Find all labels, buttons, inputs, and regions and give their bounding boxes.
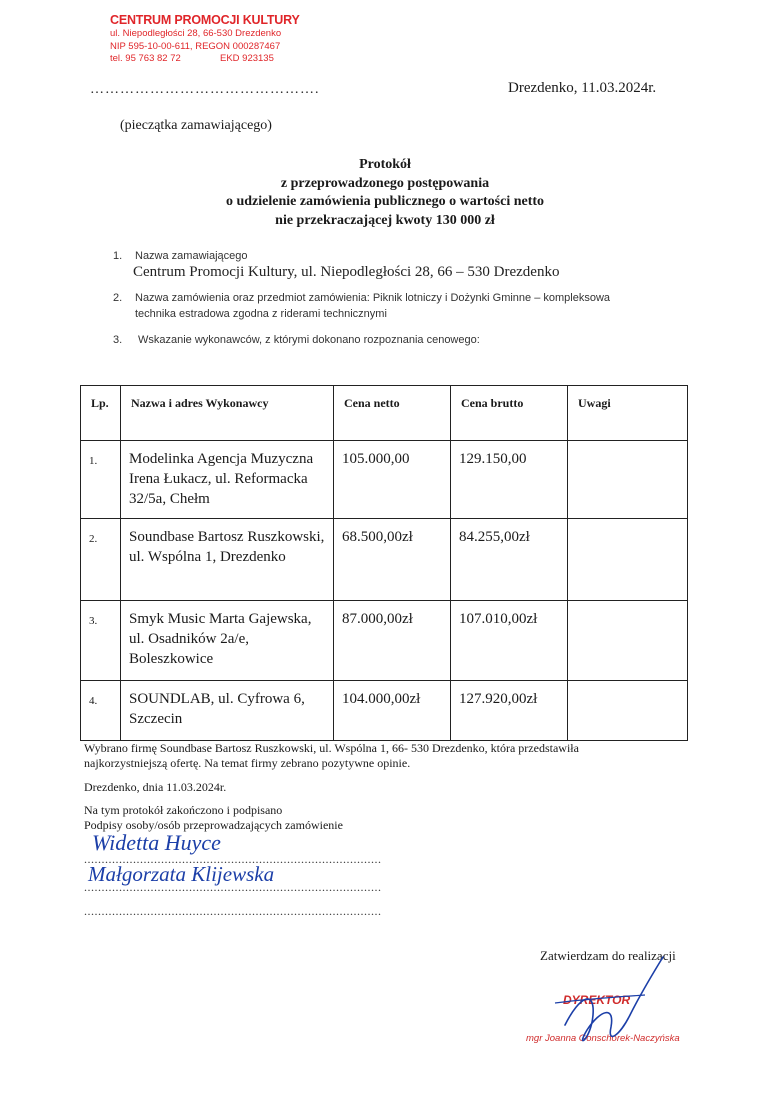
header-lp: Lp. [81, 386, 121, 441]
row-contractor: SOUNDLAB, ul. Cyfrowa 6, Szczecin [121, 681, 334, 741]
header-net-price: Cena netto [334, 386, 451, 441]
selection-text-line-1: Wybrano firmę Soundbase Bartosz Ruszkowski, ul. Wspólna 1, 66- 530 Drezdenko, która przedstawiła [84, 741, 579, 755]
row-contractor: Modelinka Agencja Muzyczna Irena Łukacz, ul. Reformacka 32/5a, Chełm [121, 441, 334, 519]
row-net-price: 105.000,00 [334, 441, 451, 519]
item-1-number: 1. [113, 250, 123, 262]
director-signature-scribble [545, 955, 675, 1065]
signature-line-3: ..................................................................................... [84, 904, 382, 918]
row-remarks [568, 601, 688, 681]
title-line-1: Protokół [359, 157, 411, 172]
row-contractor: Smyk Music Marta Gajewska, ul. Osadników 2a/e, Boleszkowice [121, 601, 334, 681]
signature-line-1: ..................................................................................... [84, 852, 382, 866]
table-row [81, 681, 688, 741]
row-lp: 1. [81, 441, 121, 519]
row-gross-price: 129.150,00 [451, 441, 568, 519]
stamp-ekd: EKD 923135 [220, 53, 274, 64]
closing-line-1: Na tym protokół zakończono i podpisano [84, 803, 283, 817]
title-line-2: z przeprowadzonego postępowania [280, 175, 490, 191]
table-row [81, 441, 688, 519]
approval-text: Zatwierdzam do realizacji [540, 948, 676, 963]
item-3-number: 3. [113, 334, 123, 346]
stamp-nip-regon: NIP 595-10-00-611, REGON 000287467 [110, 40, 281, 52]
stamp-phone: tel. 95 763 82 72 [110, 53, 181, 64]
organization-stamp [110, 12, 300, 66]
selection-text-line-2: najkorzystniejszą ofertę. Na temat firmy zebrano pozytywne opinie. [84, 756, 411, 770]
item-3-label: Wskazanie wykonawców, z którymi dokonano rozpoznania cenowego: [138, 334, 480, 346]
row-gross-price: 84.255,00zł [451, 519, 568, 601]
table-row [81, 519, 688, 601]
stamp-address: ul. Niepodległości 28, 66-530 Drezdenko [110, 28, 282, 39]
stamp-org-name: CENTRUM PROMOCJI KULTURY [110, 13, 300, 27]
item-1-value: Centrum Promocji Kultury, ul. Niepodległości 28, 66 – 530 Drezdenko [133, 264, 560, 280]
signature-line-2: ..................................................................................... [84, 880, 382, 894]
title-line-4: nie przekraczającej kwoty 130 000 zł [275, 212, 495, 228]
row-lp: 3. [81, 601, 121, 681]
director-name-stamp: mgr Joanna Gonschorek-Naczyńska [526, 1033, 680, 1044]
row-net-price: 104.000,00zł [334, 681, 451, 741]
stamp-dotted-line: ………………………………………. [90, 82, 320, 97]
row-contractor: Soundbase Bartosz Ruszkowski, ul. Wspólna 1, Drezdenko [121, 519, 334, 601]
item-2-label-line-2: technika estradowa zgodna z riderami technicznymi [135, 308, 387, 320]
item-2-label-line-1: Nazwa zamówienia oraz przedmiot zamówienia: Piknik lotniczy i Dożynki Gminne – kompleksowa [135, 292, 611, 304]
document-title [0, 156, 770, 230]
header-gross-price: Cena brutto [451, 386, 568, 441]
header-contractor: Nazwa i adres Wykonawcy [121, 386, 334, 441]
row-lp: 4. [81, 681, 121, 741]
table-header-row [81, 386, 688, 441]
stamp-label: (pieczątka zamawiającego) [120, 118, 272, 133]
item-2-number: 2. [113, 292, 123, 304]
row-remarks [568, 441, 688, 519]
row-remarks [568, 519, 688, 601]
protocol-date: Drezdenko, dnia 11.03.2024r. [84, 780, 227, 794]
closing-line-2: Podpisy osoby/osób przeprowadzających zamówienie [84, 818, 343, 832]
table-row [81, 601, 688, 681]
row-net-price: 87.000,00zł [334, 601, 451, 681]
handwritten-signature-2: Małgorzata Klijewska [88, 862, 275, 886]
row-gross-price: 127.920,00zł [451, 681, 568, 741]
contractors-table [80, 385, 688, 741]
title-line-3: o udzielenie zamówienia publicznego o wartości netto [225, 194, 545, 209]
item-1-label: Nazwa zamawiającego [135, 250, 248, 262]
row-lp: 2. [81, 519, 121, 601]
row-net-price: 68.500,00zł [334, 519, 451, 601]
director-title-stamp: DYREKTOR [563, 993, 631, 1007]
row-remarks [568, 681, 688, 741]
handwritten-signature-1: Widetta Huyce [92, 830, 221, 855]
header-remarks: Uwagi [568, 386, 688, 441]
row-gross-price: 107.010,00zł [451, 601, 568, 681]
place-date: Drezdenko, 11.03.2024r. [508, 80, 657, 96]
